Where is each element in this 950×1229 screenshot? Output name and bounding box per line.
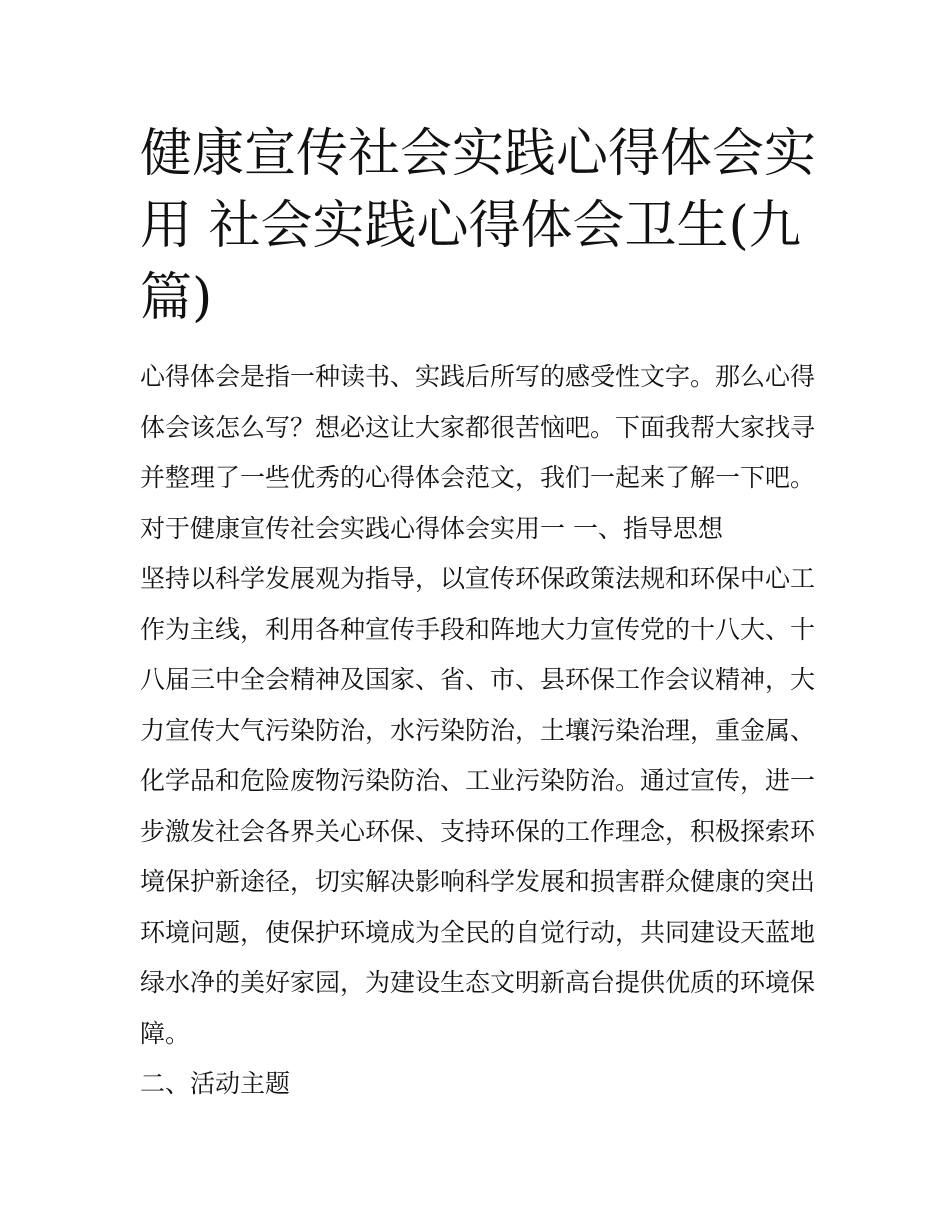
body-line: 障。 xyxy=(140,1018,191,1048)
body-line: 坚持以科学发展观为指导，以宣传环保政策法规和环保中心工 xyxy=(140,564,816,593)
body-line: 心得体会是指一种读书、实践后所写的感受性文字。那么心得 xyxy=(140,362,816,391)
body-line: 步激发社会各界关心环保、支持环保的工作理念，积极探索环 xyxy=(140,816,816,846)
document-title xyxy=(140,118,820,334)
body-line: 境保护新途径，切实解决影响科学发展和损害群众健康的突出 xyxy=(140,867,816,896)
body-line: 并整理了一些优秀的心得体会范文，我们一起来了解一下吧。 xyxy=(140,463,816,492)
body-line: 绿水净的美好家园，为建设生态文明新高台提供优质的环境保 xyxy=(140,968,816,997)
title-line: 篇) xyxy=(140,268,213,328)
body-line: 作为主线，利用各种宣传手段和阵地大力宣传党的十八大、十 xyxy=(140,614,816,644)
body-line: 体会该怎么写？想必这让大家都很苦恼吧。下面我帮大家找寻 xyxy=(140,412,816,442)
title-line: 用 社会实践心得体会卫生(九 xyxy=(140,196,801,256)
body-line: 力宣传大气污染防治，水污染防治，土壤污染治理，重金属、 xyxy=(140,715,816,745)
section-heading: 二、活动主题 xyxy=(140,1069,291,1098)
body-line: 八届三中全会精神及国家、省、市、县环保工作会议精神，大 xyxy=(140,665,816,694)
body-line: 环境问题，使保护环境成为全民的自觉行动，共同建设天蓝地 xyxy=(140,917,816,947)
title-line: 健康宣传社会实践心得体会实 xyxy=(140,124,817,184)
body-line: 化学品和危险废物污染防治、工业污染防治。通过宣传，进一 xyxy=(140,766,816,795)
body-line: 对于健康宣传社会实践心得体会实用一 一、指导思想 xyxy=(140,513,723,543)
document-body xyxy=(140,352,820,1110)
